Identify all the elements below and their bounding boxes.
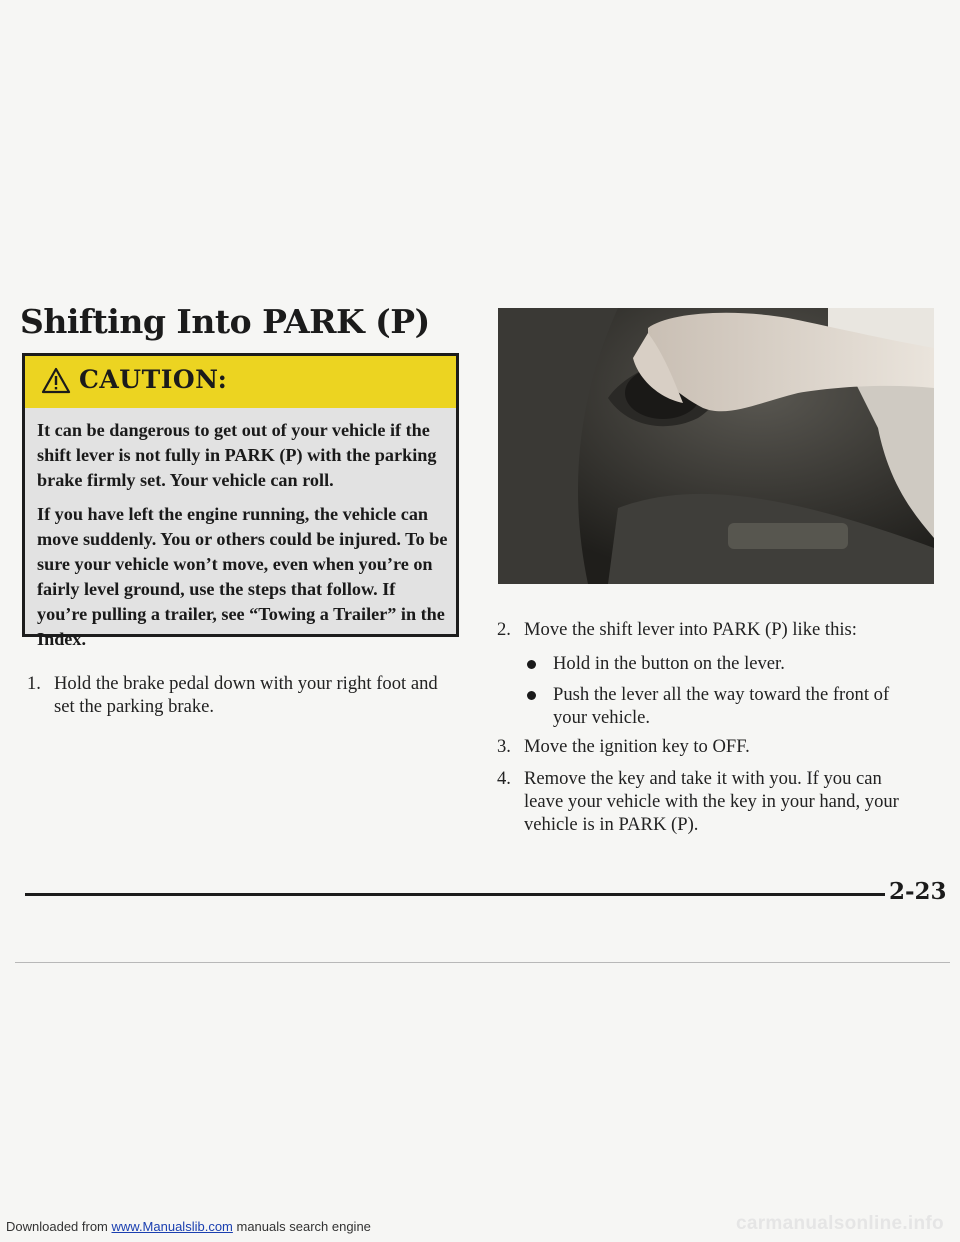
bullet-dot: [527, 660, 536, 669]
watermark: carmanualsonline.info: [736, 1213, 944, 1234]
divider: [15, 962, 950, 963]
download-footer: Downloaded from www.Manualslib.com manuals search engine: [6, 1219, 371, 1234]
caution-label: CAUTION:: [79, 365, 228, 394]
step-number: 3.: [497, 736, 511, 757]
step-number: 2.: [497, 619, 511, 640]
caution-header: [25, 356, 456, 408]
step-text: Remove the key and take it with you. If you can leave your vehicle with the key in your hand, your vehicle is in PARK (P).: [524, 768, 899, 835]
bullet-dot: [527, 691, 536, 700]
bullet-text: Hold in the button on the lever.: [553, 653, 785, 674]
step-text: Move the ignition key to OFF.: [524, 736, 750, 757]
step-text: Hold the brake pedal down with your right foot and set the parking brake.: [54, 673, 438, 717]
step-number: 4.: [497, 768, 511, 789]
caution-text: [37, 418, 449, 661]
page-number: 2-23: [889, 878, 947, 905]
footer-rule: [25, 893, 885, 896]
step-number: 1.: [27, 673, 41, 694]
bullet-text: Push the lever all the way toward the front of your vehicle.: [553, 684, 890, 728]
warning-triangle-icon: [41, 367, 71, 394]
shift-lever-photo: [498, 308, 934, 584]
caution-paragraph: It can be dangerous to get out of your vehicle if the shift lever is not fully in PARK (P) with the parking brake firmly set. Your vehicle can roll.: [37, 420, 437, 490]
caution-paragraph: If you have left the engine running, the vehicle can move suddenly. You or others could be injured. To be sure your vehicle won’t move, even when you’re on fairly level ground, use the steps that follow. If you’re pulling a trailer, see “Towing a Trailer” in the Index.: [37, 504, 448, 649]
caution-box: [22, 353, 459, 649]
hand-on-shift-lever-illustration: [498, 308, 934, 584]
section-title: Shifting Into PARK (P): [20, 302, 430, 341]
step-text: Move the shift lever into PARK (P) like this:: [524, 619, 857, 640]
manualslib-link[interactable]: www.Manualslib.com: [111, 1219, 233, 1234]
